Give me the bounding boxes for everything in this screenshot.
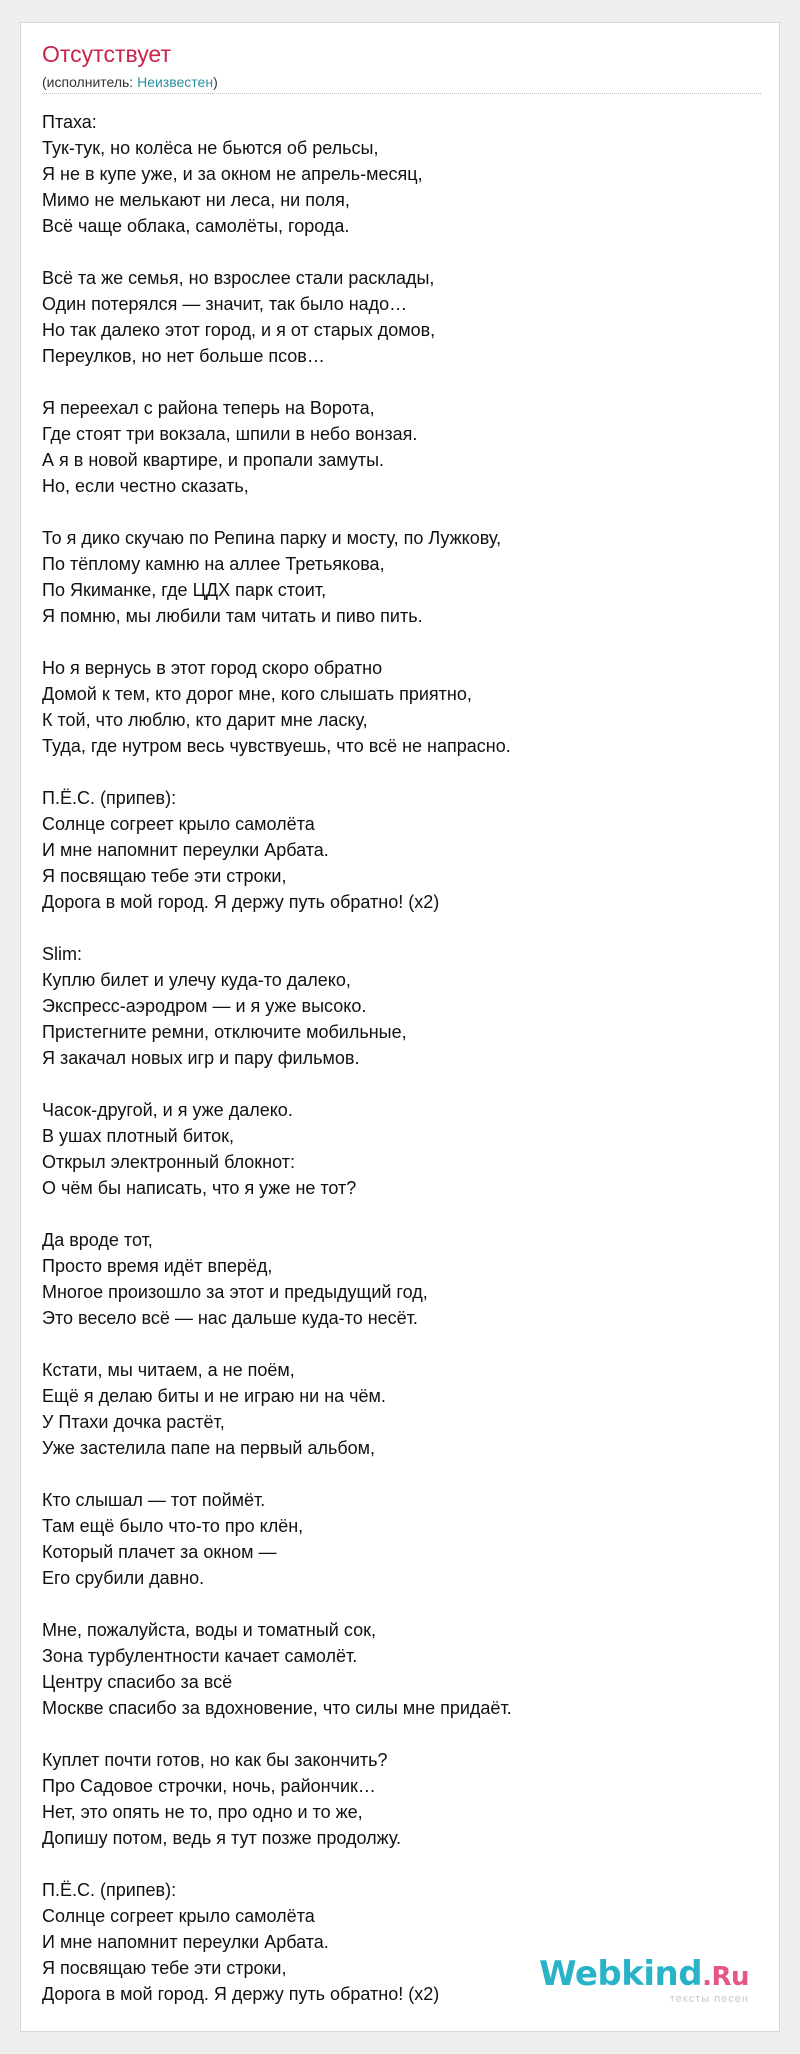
logo-main-text: Webkind: [539, 1954, 703, 1994]
song-title: Отсутствует: [42, 41, 171, 67]
artist-link[interactable]: Неизвестен: [137, 74, 214, 90]
artist-prefix: (исполнитель:: [42, 74, 138, 90]
title-divider: [42, 93, 761, 94]
lyrics-card: [20, 22, 780, 2032]
logo-tld-text: .Ru: [702, 1962, 749, 1992]
logo-tagline: тексты песен: [669, 1993, 749, 2005]
artist-suffix: ): [213, 74, 218, 90]
artist-line: [42, 75, 218, 89]
song-lyrics: Птаха: Тук-тук, но колёса не бьются об рельсы, Я не в купе уже, и за окном не апрель-месяц, Мимо не мелькают ни леса, ни поля, Всё чаще облака, самолёты, города. Всё та же семья, но взрослее стали расклады, Один потерялся — значит, так было надо… Но так далеко этот город, и я от старых домов, Переулков, но нет больше псов… Я переехал с района теперь на Ворота, Где стоят три вокзала, шпили в небо вонзая. А я в новой квартире, и пропали замуты. Но, если честно сказать, То я дико скучаю по Репина парку и мосту, по Лужкову, По тёплому камню на аллее Третьякова, По Якиманке, где ЦДХ парк стоит, Я помню, мы любили там читать и пиво пить. Но я вернусь в этот город скоро обратно Домой к тем, кто дорог мне, кого слышать приятно, К той, что люблю, кто дарит мне ласку, Туда, где нутром весь чувствуешь, что всё не напрасно. П.Ё.С. (припев): Солнце согреет крыло самолёта И мне напомнит переулки Арбата. Я посвящаю тебе эти строки, Дорога в мой город. Я держу путь обратно! (x2) Slim: Куплю билет и улечу куда-то далеко, Экспресс-аэродром — и я уже высоко. Пристегните ремни, отключите мобильные, Я закачал новых игр и пару фильмов. Часок-другой, и я уже далеко. В ушах плотный биток, Открыл электронный блокнот: О чём бы написать, что я уже не тот? Да вроде тот, Просто время идёт вперёд, Многое произошло за этот и предыдущий год, Это весело всё — нас дальше куда-то несёт. Кстати, мы читаем, а не поём, Ещё я делаю биты и не играю ни на чём. У Птахи дочка растёт, Уже застелила папе на первый альбом, Кто слышал — тот поймёт. Там ещё было что-то про клён, Который плачет за окном — Его срубили давно. Мне, пожалуйста, воды и томатный сок, Зона турбулентности качает самолёт. Центру спасибо за всё Москве спасибо за вдохновение, что силы мне придаёт. Куплет почти готов, но как бы закончить? Про Садовое строчки, ночь, райончик… Нет, это опять не то, про одно и то же, Допишу потом, ведь я тут позже продолжу. П.Ё.С. (припев): Солнце согреет крыло самолёта И мне напомнит переулки Арбата. Я посвящаю тебе эти строки, Дорога в мой город. Я держу путь обратно! (x2): [42, 112, 512, 2004]
site-logo[interactable]: [539, 1954, 749, 2011]
logo-wordmark: [539, 1955, 749, 1996]
